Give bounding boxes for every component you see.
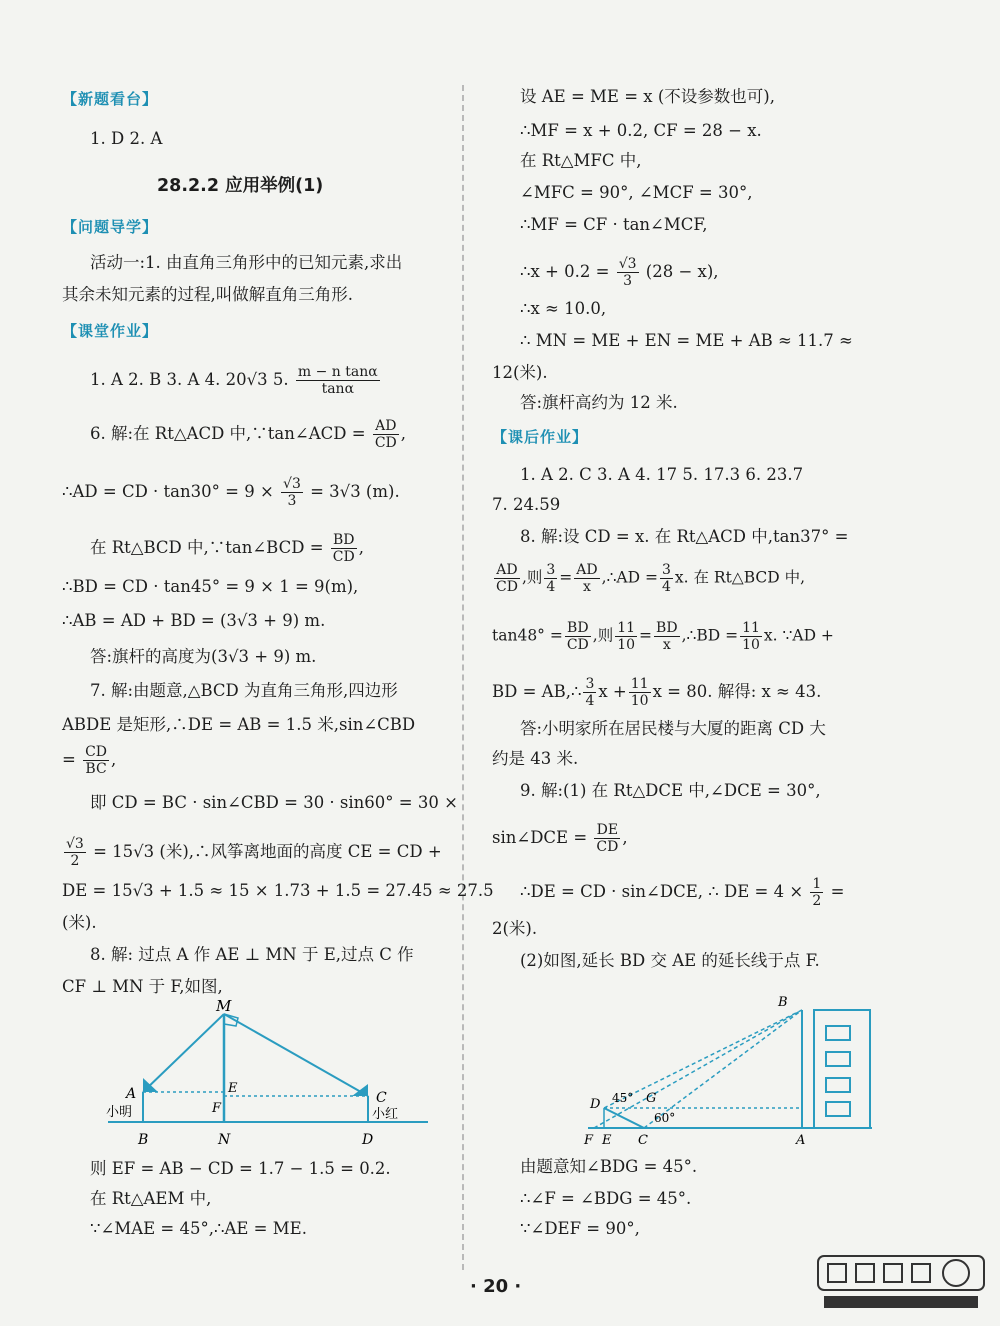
- denominator: CD: [374, 435, 397, 451]
- label-e: E: [228, 1081, 238, 1096]
- fraction: [296, 364, 380, 397]
- window: [826, 1078, 850, 1092]
- denominator: x: [662, 637, 671, 653]
- hw8-text: ,∴AD =: [601, 568, 658, 587]
- hw9-line7: ∴∠F = ∠BDG = 45°.: [520, 1189, 692, 1208]
- page-number: · 20 ·: [470, 1276, 522, 1297]
- numerator: 11: [630, 676, 649, 692]
- denominator: 2: [812, 893, 822, 909]
- denominator: 10: [630, 693, 649, 709]
- q8-line3: 则 EF = AB − CD = 1.7 − 1.5 = 0.2.: [90, 1159, 391, 1178]
- hw9-line8: ∵∠DEF = 90°,: [520, 1219, 640, 1238]
- hw9-line6: 由题意知∠BDG = 45°.: [520, 1157, 698, 1176]
- numerator: BD: [656, 620, 678, 636]
- label-f: F: [584, 1133, 594, 1148]
- numerator: 3: [585, 676, 595, 692]
- numerator: √3: [66, 836, 84, 852]
- hw8-text: ,则: [521, 568, 543, 587]
- after-answers-2: 7. 24.59: [492, 495, 561, 514]
- fraction: [494, 562, 520, 595]
- hw8-text: ,∴BD =: [681, 626, 739, 645]
- q6-line2: [62, 476, 400, 509]
- fraction: [281, 476, 303, 509]
- line-fb: [594, 1010, 802, 1128]
- tag-guide: 【问题导学】: [62, 218, 159, 236]
- tag-homework: 【课后作业】: [492, 428, 589, 446]
- denominator: 4: [585, 693, 595, 709]
- q6-line6: 答:旗杆的高度为(3√3 + 9) m.: [90, 647, 317, 666]
- fraction: [373, 418, 399, 451]
- denominator: CD: [596, 839, 619, 855]
- label-45: 45°: [612, 1091, 634, 1105]
- answers-new: 1. D 2. A: [90, 129, 163, 148]
- hw8-text: x. 在 Rt△BCD 中,: [674, 568, 806, 587]
- r-line9: 12(米).: [492, 363, 548, 382]
- q7-line2: ABDE 是矩形,∴DE = AB = 1.5 米,sin∠CBD: [62, 715, 416, 734]
- r-line8: ∴ MN = ME + EN = ME + AB ≈ 11.7 ≈: [520, 331, 853, 350]
- q7-text: = 15√3 (米),∴风筝离地面的高度 CE = CD +: [93, 842, 442, 861]
- hw9-text: =: [830, 882, 845, 901]
- window: [826, 1102, 850, 1116]
- r-line1: 设 AE = ME = x (不设参数也可),: [520, 87, 775, 106]
- label-c: C: [376, 1090, 387, 1106]
- label-m: M: [216, 1000, 232, 1015]
- building: [814, 1010, 870, 1128]
- hw9-line3: [520, 876, 844, 909]
- denominator: CD: [496, 579, 518, 595]
- fraction: [64, 836, 86, 869]
- r-line6: [520, 256, 719, 289]
- q6-text: 6. 解:在 Rt△ACD 中,∵tan∠ACD =: [90, 424, 366, 443]
- hw9-line5: (2)如图,延长 BD 交 AE 的延长线于点 F.: [520, 951, 820, 970]
- label-d: D: [590, 1097, 601, 1112]
- hw8-line3: tan48° = $\frac{BD}{CD}$ ,则 $\frac{11}{10}$ = $\frac{BD}{x}$ ,∴BD = $\frac{11}{10}$ x. ∵AD +: [492, 620, 834, 653]
- label-e: E: [602, 1133, 612, 1148]
- denominator: tanα: [321, 381, 355, 397]
- hw9-line2: sin∠DCE = $\frac{DE}{CD}$ ,: [492, 822, 628, 855]
- numerator: AD: [494, 562, 520, 579]
- q6-line4: ∴BD = CD · tan45° = 9 × 1 = 9(m),: [62, 577, 359, 596]
- column-divider: [462, 85, 464, 1270]
- hw8-line5: 答:小明家所在居民楼与大厦的距离 CD 大: [520, 719, 826, 738]
- fraction: [629, 676, 651, 709]
- hw8-text: ,则: [592, 626, 614, 645]
- label-c: C: [638, 1133, 648, 1148]
- hw9-line1: 9. 解:(1) 在 Rt△DCE 中,∠DCE = 30°,: [520, 781, 821, 800]
- fraction: [331, 532, 357, 565]
- q6-text: = 3√3 (m).: [310, 482, 400, 501]
- label-a: A: [126, 1086, 137, 1102]
- denominator: CD: [332, 549, 355, 565]
- tag-classwork: 【课堂作业】: [62, 322, 159, 340]
- numerator: √3: [283, 476, 301, 492]
- hw8-text: x = 80. 解得: x ≈ 43.: [652, 682, 822, 701]
- denominator: 10: [742, 637, 760, 653]
- hw8-text: tan48° =: [492, 626, 563, 645]
- r6-text: ∴x + 0.2 =: [520, 262, 610, 281]
- tag-new-questions: 【新题看台】: [62, 90, 159, 108]
- q7-line6: DE = 15√3 + 1.5 ≈ 15 × 1.73 + 1.5 = 27.45 ≈ 27.5: [62, 881, 494, 900]
- fraction: [660, 562, 673, 595]
- r-line3: 在 Rt△MFC 中,: [520, 151, 642, 170]
- numerator: CD: [85, 744, 108, 760]
- section-title: 28.2.2 应用举例(1): [157, 176, 324, 196]
- numerator: 3: [661, 562, 671, 578]
- denominator: 3: [623, 273, 633, 289]
- sightline-a: [143, 1014, 224, 1092]
- denominator: 4: [546, 579, 556, 595]
- fraction: [583, 676, 596, 709]
- q6-line3: 在 Rt△BCD 中,∵tan∠BCD = $\frac{BD}{CD}$ ,: [90, 532, 364, 565]
- q6-line5: ∴AB = AD + BD = (3√3 + 9) m.: [62, 611, 326, 630]
- after-answers-1: 1. A 2. C 3. A 4. 17 5. 17.3 6. 23.7: [520, 465, 804, 484]
- watermark-icon: [816, 1252, 986, 1312]
- numerator: 1: [812, 876, 822, 892]
- hw9-line4: 2(米).: [492, 919, 538, 938]
- hw8-line6: 约是 43 米.: [492, 749, 579, 768]
- hw8-line4: [492, 676, 821, 709]
- numerator: 3: [546, 562, 556, 578]
- label-xiaohong: 小红: [372, 1107, 399, 1122]
- r-line2: ∴MF = x + 0.2, CF = 28 − x.: [520, 121, 762, 140]
- q6-line1: 6. 解:在 Rt△ACD 中,∵tan∠ACD = $\frac{AD}{CD}$ ,: [90, 418, 406, 451]
- numerator: BD: [565, 620, 591, 637]
- fraction: [615, 620, 637, 653]
- r6-text: (28 − x),: [645, 262, 719, 281]
- hw9-text: ∴DE = CD · sin∠DCE, ∴ DE = 4 ×: [520, 882, 804, 901]
- numerator: AD: [576, 562, 598, 578]
- denominator: BC: [85, 761, 107, 777]
- fraction: [594, 822, 620, 855]
- fraction: [617, 256, 639, 289]
- activity1-line2: 其余未知元素的过程,叫做解直角三角形.: [62, 285, 353, 304]
- label-60: 60°: [654, 1111, 676, 1125]
- numerator: BD: [331, 532, 357, 549]
- label-xiaoming: 小明: [106, 1105, 133, 1120]
- line-db: [604, 1010, 802, 1108]
- numerator: 11: [617, 620, 636, 636]
- building-figure: [582, 978, 882, 1148]
- label-a: A: [796, 1133, 806, 1148]
- activity1-line1: 活动一:1. 由直角三角形中的已知元素,求出: [90, 253, 403, 272]
- label-b: B: [778, 995, 788, 1010]
- q6-text: 在 Rt△BCD 中,∵tan∠BCD =: [90, 538, 324, 557]
- denominator: 4: [661, 579, 671, 595]
- q8-line4: 在 Rt△AEM 中,: [90, 1189, 212, 1208]
- label-f: F: [212, 1101, 222, 1116]
- fraction: [810, 876, 823, 909]
- fraction: [740, 620, 762, 653]
- watermark-logo: [816, 1252, 986, 1316]
- q7-line7: (米).: [62, 913, 97, 932]
- q7-line1: 7. 解:由题意,△BCD 为直角三角形,四边形: [90, 681, 398, 700]
- hw9-text: sin∠DCE =: [492, 828, 588, 847]
- numerator: DE: [594, 822, 620, 839]
- denominator: 2: [70, 853, 80, 869]
- r-line10: 答:旗杆高约为 12 米.: [520, 393, 678, 412]
- fraction: [83, 744, 109, 777]
- denominator: 10: [617, 637, 636, 653]
- numerator: √3: [618, 256, 637, 272]
- denominator: x: [583, 579, 591, 595]
- label-n: N: [218, 1132, 231, 1148]
- label-d: D: [362, 1132, 374, 1148]
- class-answers-text: 1. A 2. B 3. A 4. 20√3 5.: [90, 370, 289, 389]
- fraction: [574, 562, 599, 595]
- fraction: [654, 620, 680, 653]
- q7-line4: 即 CD = BC · sin∠CBD = 30 · sin60° = 30 ×: [90, 793, 458, 812]
- numerator: AD: [373, 418, 399, 435]
- r-line7: ∴x ≈ 10.0,: [520, 299, 607, 318]
- q7-line5: [62, 836, 442, 869]
- q8-line5: ∵∠MAE = 45°,∴AE = ME.: [90, 1219, 307, 1238]
- q6-text: ∴AD = CD · tan30° = 9 ×: [62, 482, 274, 501]
- hw8-line2: $\frac{AD}{CD}$ ,则 $\frac{3}{4}$ = $\frac{AD}{x}$ ,∴AD = $\frac{3}{4}$ x. 在 Rt△BCD 中,: [496, 562, 806, 595]
- class-answers: [90, 364, 382, 397]
- r-line4: ∠MFC = 90°, ∠MCF = 30°,: [520, 183, 753, 202]
- sightline-c: [224, 1014, 368, 1096]
- numerator: m − n tanα: [297, 364, 378, 380]
- hw8-text: x. ∵AD +: [763, 626, 834, 645]
- label-g: G: [646, 1091, 657, 1106]
- hw8-text: BD = AB,∴: [492, 682, 582, 701]
- r-line5: ∴MF = CF · tan∠MCF,: [520, 215, 708, 234]
- label-b: B: [138, 1132, 149, 1148]
- hw8-line1: 8. 解:设 CD = x. 在 Rt△ACD 中,tan37° =: [520, 527, 849, 546]
- hw8-text: x +: [598, 682, 627, 701]
- q8-line1: 8. 解: 过点 A 作 AE ⊥ MN 于 E,过点 C 作: [90, 945, 414, 964]
- fraction: [565, 620, 591, 653]
- q7-line3: = $\frac{CD}{BC}$ ,: [62, 744, 117, 777]
- denominator: 3: [287, 493, 297, 509]
- angle-c: [352, 1084, 368, 1096]
- flagpole-figure: [98, 1000, 438, 1150]
- fraction: [544, 562, 557, 595]
- q8-line2: CF ⊥ MN 于 F,如图,: [62, 977, 223, 996]
- window: [826, 1026, 850, 1040]
- denominator: CD: [566, 637, 589, 653]
- window: [826, 1052, 850, 1066]
- numerator: 11: [742, 620, 760, 636]
- slope-dc: [604, 1108, 644, 1128]
